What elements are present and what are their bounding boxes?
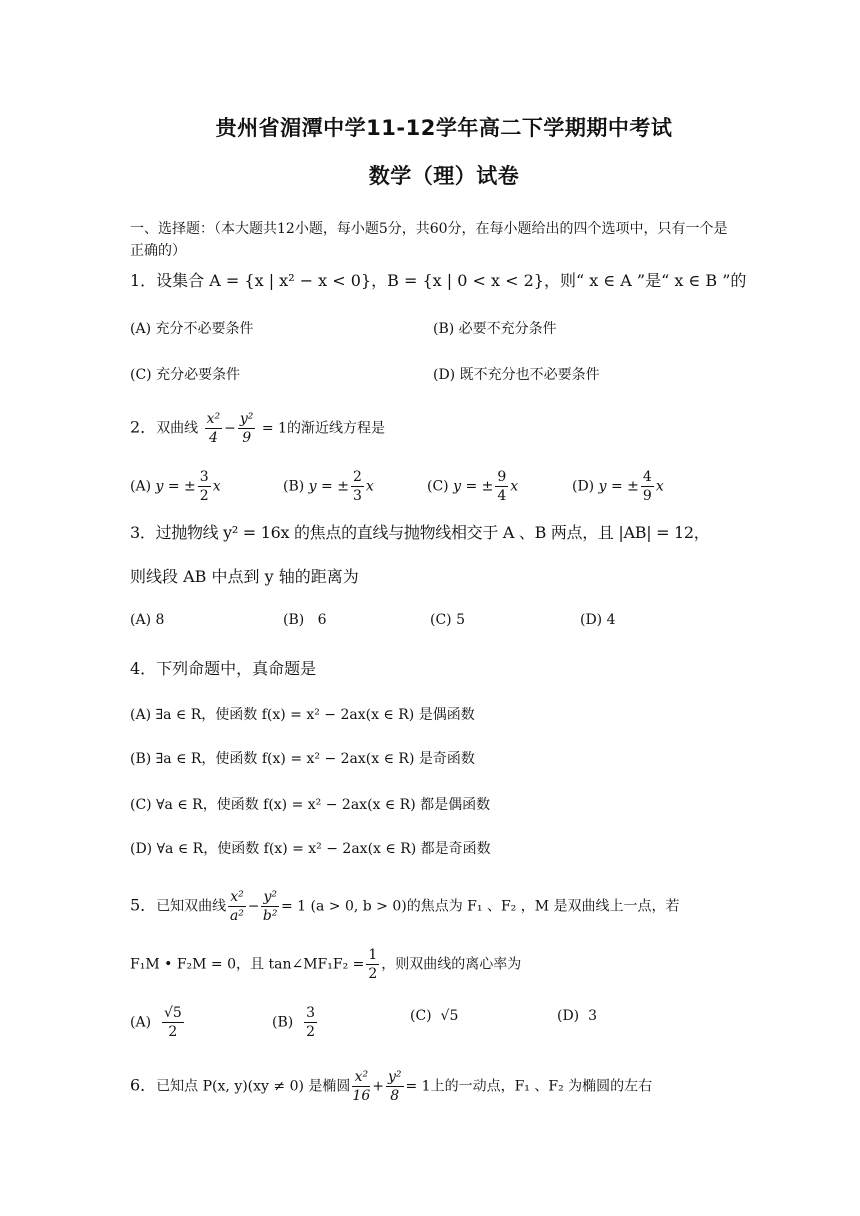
q3-option-a (130, 612, 164, 628)
q3-stem-line1: 3．过抛物线 y² = 16x 的焦点的直线与抛物线相交于 A 、B 两点，且 |AB| = 12， (130, 523, 710, 542)
q5-line2-suffix: ，则双曲线的离心率为 (381, 956, 522, 973)
q5-suffix: 的焦点为 F₁ 、F₂ ，M 是双曲线上一点，若 (406, 898, 680, 915)
frac-denominator: 2 (306, 1024, 316, 1040)
q5-condition: = 1 (a > 0, b > 0) (280, 898, 407, 915)
frac-denominator: b² (262, 908, 278, 924)
option-label: (B) (283, 612, 305, 628)
q5-prefix: 已知双曲线 (156, 898, 227, 915)
frac-denominator: 3 (352, 488, 362, 504)
q5-option-b (272, 1004, 319, 1041)
option-label: (A) (130, 321, 152, 337)
frac-denominator: 16 (352, 1088, 371, 1104)
exam-title: 贵州省湄潭中学11-12学年高二下学期期中考试 (215, 116, 673, 140)
q4-option-d (130, 838, 491, 858)
option-frac (351, 468, 364, 505)
frac-denominator: a² (229, 908, 244, 924)
option-text: 8 (155, 612, 165, 628)
option-text: 充分必要条件 (156, 367, 241, 383)
q5-line2-prefix: F₁M • F₂M = 0，且 tan∠MF₁F₂ = (130, 956, 365, 973)
q2-stem: 2．双曲线 $\frac{\text{x²}}{4}$ − $\frac{\text{y²}}{9}$ = 1的渐近线方程是 (130, 411, 385, 446)
option-text: 4 (606, 612, 616, 628)
frac-numerator: 4 (642, 469, 652, 485)
option-label: (B) (130, 751, 152, 767)
option-frac (641, 468, 654, 505)
q3-option-b (283, 612, 327, 628)
q1-option-b (433, 318, 557, 338)
exam-subtitle: 数学（理）试卷 (368, 164, 520, 188)
frac-numerator: x² (352, 1068, 370, 1087)
option-frac (162, 1004, 184, 1041)
option-label: (B) (272, 1014, 294, 1031)
frac-denominator: 4 (497, 488, 507, 504)
option-label: (D) (580, 612, 603, 628)
frac-numerator: 9 (497, 469, 507, 485)
frac-denominator: 9 (242, 430, 252, 446)
frac-numerator: y² (239, 411, 254, 427)
q3-option-d (580, 612, 616, 628)
q5-line2-frac (366, 946, 379, 983)
q2-eq-rhs: = 1 (261, 420, 287, 437)
q5-stem-line2 (130, 946, 732, 983)
option-text: 必要不充分条件 (458, 321, 557, 337)
option-var: x (212, 478, 221, 495)
q6-suffix: 上的一动点，F₁ 、F₂ 为椭圆的左右 (430, 1078, 653, 1095)
q6-stem: 6．已知点 P(x, y)(xy ≠ 0) 是椭圆 $\frac{\text{x²}}{16}$ + $\frac{\text{y²}}{8}$ = 1上的一动点，F₁ 、F₂ 为椭圆的左右 (130, 1069, 653, 1104)
frac-numerator: y² (263, 889, 277, 905)
option-label: (A) (130, 1014, 152, 1031)
q5-stem-line1: 5．已知双曲线 $\frac{\text{x²}}{\text{a²}}$ − $\frac{\text{y²}}{\text{b²}}$ = 1 (a > 0, b > 0)的焦点为 F₁ 、F₂ ，M 是双曲线上一点，若 (130, 889, 680, 924)
q2-prefix: 双曲线 (156, 420, 199, 437)
frac-denominator: 9 (642, 488, 652, 504)
q2-option-c (427, 468, 518, 505)
option-var: x (655, 478, 664, 495)
option-label: (D) (557, 1008, 580, 1024)
q6-number: 6． (130, 1075, 157, 1095)
q5-frac-x (228, 888, 246, 925)
q4-option-c (130, 794, 490, 814)
q6-frac-x (352, 1068, 370, 1105)
option-text: √5 (440, 1008, 459, 1024)
option-lhs: y = ± (453, 478, 494, 495)
option-text: ∃a ∈ R，使函数 f(x) = x² − 2ax(x ∈ R) 是奇函数 (155, 751, 475, 767)
q1-option-a (130, 318, 254, 338)
q2-option-b (283, 468, 374, 505)
option-text: 3 (588, 1008, 597, 1024)
frac-numerator: x² (230, 889, 244, 905)
frac-denominator: 8 (390, 1088, 400, 1104)
q2-suffix: 的渐近线方程是 (286, 420, 385, 437)
frac-denominator: 2 (368, 966, 378, 982)
option-var: x (365, 478, 374, 495)
option-text: 充分不必要条件 (155, 321, 254, 337)
q1-option-c (130, 364, 240, 384)
option-lhs: y = ± (308, 478, 349, 495)
frac-numerator: x² (206, 411, 221, 427)
q1-option-d (433, 364, 600, 384)
q4-stem: 4．下列命题中，真命题是 (130, 659, 317, 678)
q2-number: 2． (130, 417, 157, 437)
option-label: (B) (433, 321, 455, 337)
frac-numerator: y² (387, 1069, 402, 1085)
option-lhs: y = ± (155, 478, 196, 495)
q6-eq-rhs: = 1 (405, 1078, 431, 1095)
option-label: (D) (130, 841, 153, 857)
option-label: (C) (130, 797, 152, 813)
q4-option-a (130, 704, 475, 724)
q6-prefix: 已知点 P(x, y)(xy ≠ 0) 是椭圆 (156, 1078, 351, 1095)
frac-denominator: 4 (208, 430, 218, 446)
option-label: (C) (430, 612, 452, 628)
option-text: 6 (317, 612, 327, 628)
option-label: (A) (130, 612, 152, 628)
option-text: ∃a ∈ R，使函数 f(x) = x² − 2ax(x ∈ R) 是偶函数 (155, 707, 475, 723)
q5-option-a (130, 1004, 186, 1041)
frac-numerator: 3 (199, 469, 209, 485)
option-label: (A) (130, 707, 152, 723)
q5-option-c (410, 1008, 458, 1024)
option-frac (198, 468, 211, 505)
frac-denominator: 2 (199, 488, 209, 504)
option-label: (D) (433, 367, 456, 383)
option-label: (C) (427, 478, 449, 495)
option-lhs: y = ± (598, 478, 639, 495)
option-text: ∀a ∈ R，使函数 f(x) = x² − 2ax(x ∈ R) 都是奇函数 (156, 841, 491, 857)
q6-frac-y (386, 1068, 404, 1105)
option-text: 既不充分也不必要条件 (459, 367, 600, 383)
q1-stem: 1．设集合 A = {x | x² − x < 0}，B = {x | 0 < x < 2}，则“ x ∈ A ”是“ x ∈ B ”的 (130, 271, 747, 290)
option-frac (304, 1004, 317, 1041)
option-text: ∀a ∈ R，使函数 f(x) = x² − 2ax(x ∈ R) 都是偶函数 (156, 797, 491, 813)
option-text: 5 (456, 612, 466, 628)
q3-stem-line2: 则线段 AB 中点到 y 轴的距离为 (130, 567, 359, 586)
option-label: (C) (130, 367, 152, 383)
frac-numerator: 2 (352, 469, 362, 485)
option-var: x (510, 478, 519, 495)
q2-option-a (130, 468, 221, 505)
q5-option-d (557, 1008, 597, 1024)
q2-frac-x (205, 410, 223, 447)
frac-numerator: 1 (368, 947, 378, 963)
q5-number: 5． (130, 895, 157, 915)
q2-frac-y (238, 410, 256, 447)
frac-numerator: √5 (163, 1005, 182, 1021)
q3-option-c (430, 612, 465, 628)
option-label: (D) (572, 478, 595, 495)
option-label: (C) (410, 1008, 432, 1024)
q2-option-d (572, 468, 664, 505)
frac-numerator: 3 (306, 1005, 316, 1021)
q5-frac-y (261, 888, 279, 925)
section-intro: 一、选择题：（本大题共12小题，每小题5分，共60分，在每小题给出的四个选项中，只有一个是正确的） (130, 221, 728, 259)
option-label: (B) (283, 478, 305, 495)
frac-denominator: 2 (168, 1024, 178, 1040)
option-label: (A) (130, 478, 152, 495)
q4-option-b (130, 748, 475, 768)
option-frac (495, 468, 508, 505)
